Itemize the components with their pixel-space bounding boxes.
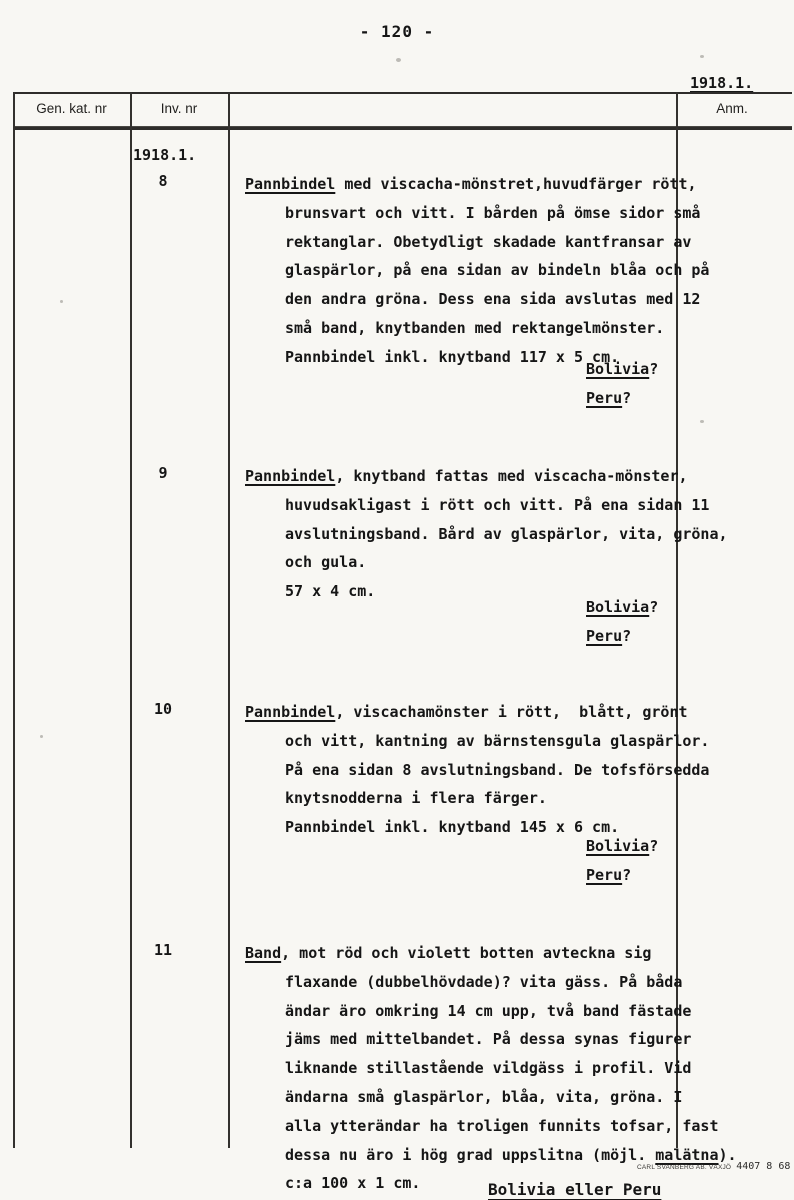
- entry-8-origin-line-1: [586, 355, 658, 384]
- inv-nr-8: 8: [158, 172, 168, 190]
- entry-11-line-8-pre: dessa nu äro i hög grad uppslitna (möjl.: [285, 1145, 656, 1164]
- column-divider-1: [130, 92, 132, 1148]
- entry-9-origin-line-1: [586, 593, 658, 622]
- entry-11-line-8: [245, 1141, 737, 1170]
- scan-speck: [700, 420, 704, 423]
- entry-11-line-1: [245, 939, 705, 968]
- origin-question-mark: ?: [622, 389, 632, 408]
- entry-11-line-5: liknande stillastående vildgäss i profil. Vid: [285, 1059, 692, 1078]
- entry-8-line-6: små band, knytbanden med rektangelmönster.: [285, 318, 665, 337]
- entry-8-origin: [586, 355, 658, 414]
- entry-11-lead-word: Band: [245, 944, 282, 962]
- entry-10-origin: [586, 832, 658, 891]
- origin-word: Peru: [586, 866, 623, 885]
- year-reference-top: 1918.1.: [690, 74, 754, 92]
- origin-word: Peru: [586, 389, 623, 408]
- origin-word: Bolivia: [586, 598, 650, 616]
- inv-nr-11: 11: [153, 941, 173, 959]
- entry-9-line-4: och gula.: [285, 553, 367, 572]
- entry-10-line-4: knytsnodderna i flera färger.: [285, 789, 547, 808]
- entry-8-line-2: brunsvart och vitt. I bården på ömse sidor små: [285, 203, 701, 222]
- scan-speck: [396, 58, 401, 62]
- entry-8-description: [245, 170, 710, 372]
- entry-10-origin-line-2: [586, 861, 658, 890]
- entry-9-line-1: [245, 462, 705, 491]
- entry-8-line-1: [245, 170, 705, 199]
- origin-question-mark: ?: [622, 627, 632, 646]
- entry-8-line-5: den andra gröna. Dess ena sida avslutas med 12: [285, 290, 701, 309]
- entry-11-line-7: alla ytterändar ha troligen funnits tofsar, fast: [285, 1116, 719, 1135]
- scan-speck: [40, 735, 43, 738]
- entry-9-line-5: 57 x 4 cm.: [285, 582, 376, 601]
- entry-9-origin-line-2: [586, 622, 658, 651]
- entry-11-line-4: jäms med mittelbandet. På dessa synas figurer: [285, 1030, 692, 1049]
- scan-speck: [700, 55, 704, 58]
- entry-10-line-2: och vitt, kantning av bärnstensgula glaspärlor.: [285, 731, 710, 750]
- entry-8-line-1-rest: med viscacha-mönstret,huvudfärger rött,: [335, 175, 697, 193]
- entry-9-description: [245, 462, 728, 606]
- entry-11-description: [245, 939, 737, 1198]
- entry-10-line-1: [245, 698, 705, 727]
- entry-11-line-1-rest: , mot röd och violett botten avteckna sig: [281, 944, 652, 962]
- entry-10-line-3: På ena sidan 8 avslutningsband. De tofsförsedda: [285, 760, 710, 779]
- entry-9-origin: [586, 593, 658, 652]
- entry-11-line-6: ändarna små glaspärlor, blåa, vita, gröna. I: [285, 1087, 683, 1106]
- entry-11-underlined-word: malätna: [655, 1145, 719, 1164]
- origin-question-mark: ?: [649, 837, 659, 855]
- entry-11-line-8-post: ).: [718, 1145, 737, 1164]
- entry-11-origin-footer: Bolivia eller Peru: [488, 1180, 662, 1199]
- printer-credit-code: 4407 8 68: [736, 1161, 791, 1172]
- origin-word: Peru: [586, 627, 623, 646]
- entry-9-line-2: huvudsakligast i rött och vitt. På ena sidan 11: [285, 495, 710, 514]
- table-left-border: [13, 92, 15, 1148]
- entry-8-origin-line-2: [586, 384, 658, 413]
- column-divider-2: [228, 92, 230, 1148]
- origin-question-mark: ?: [649, 598, 659, 616]
- entry-10-lead-word: Pannbindel: [245, 703, 336, 721]
- entry-9-line-1-rest: , knytband fattas med viscacha-mönster,: [335, 467, 688, 485]
- column-header-inv-nr: Inv. nr: [160, 101, 198, 116]
- inv-nr-9: 9: [158, 464, 168, 482]
- entry-9-lead-word: Pannbindel: [245, 467, 336, 485]
- origin-word: Bolivia: [586, 837, 650, 855]
- origin-word: Bolivia: [586, 360, 650, 378]
- entry-8-line-3: rektanglar. Obetydligt skadade kantfransar av: [285, 232, 692, 251]
- entry-10-description: [245, 698, 710, 842]
- entry-8-line-7: Pannbindel inkl. knytband 117 x 5 cm.: [285, 347, 620, 366]
- entry-11-line-3: ändar äro omkring 14 cm upp, två band fästade: [285, 1001, 692, 1020]
- entry-8-lead-word: Pannbindel: [245, 175, 336, 193]
- origin-question-mark: ?: [622, 866, 632, 885]
- entry-11-line-2: flaxande (dubbelhövdade)? vita gäss. På båda: [285, 972, 683, 991]
- page-number: - 120 -: [359, 22, 435, 41]
- entry-9-line-3: avslutningsband. Bård av glaspärlor, vita, gröna,: [285, 524, 728, 543]
- inventory-year-label: 1918.1.: [133, 146, 197, 164]
- origin-question-mark: ?: [649, 360, 659, 378]
- entry-10-line-1-rest: , viscachamönster i rött, blått, grönt: [335, 703, 688, 721]
- column-header-anm: Anm.: [716, 101, 748, 116]
- column-header-gen-kat-nr: Gen. kat. nr: [36, 101, 107, 116]
- entry-10-origin-line-1: [586, 832, 658, 861]
- scan-speck: [60, 300, 63, 303]
- printer-credit: [637, 1161, 792, 1172]
- inv-nr-10: 10: [153, 700, 173, 718]
- entry-8-line-4: glaspärlor, på ena sidan av bindeln blåa och på: [285, 261, 710, 280]
- printer-credit-name: CARL SVANBERG AB. VÄXJÖ: [637, 1164, 732, 1171]
- entry-10-line-5: Pannbindel inkl. knytband 145 x 6 cm.: [285, 818, 620, 837]
- entry-11-line-9: c:a 100 x 1 cm.: [285, 1174, 421, 1193]
